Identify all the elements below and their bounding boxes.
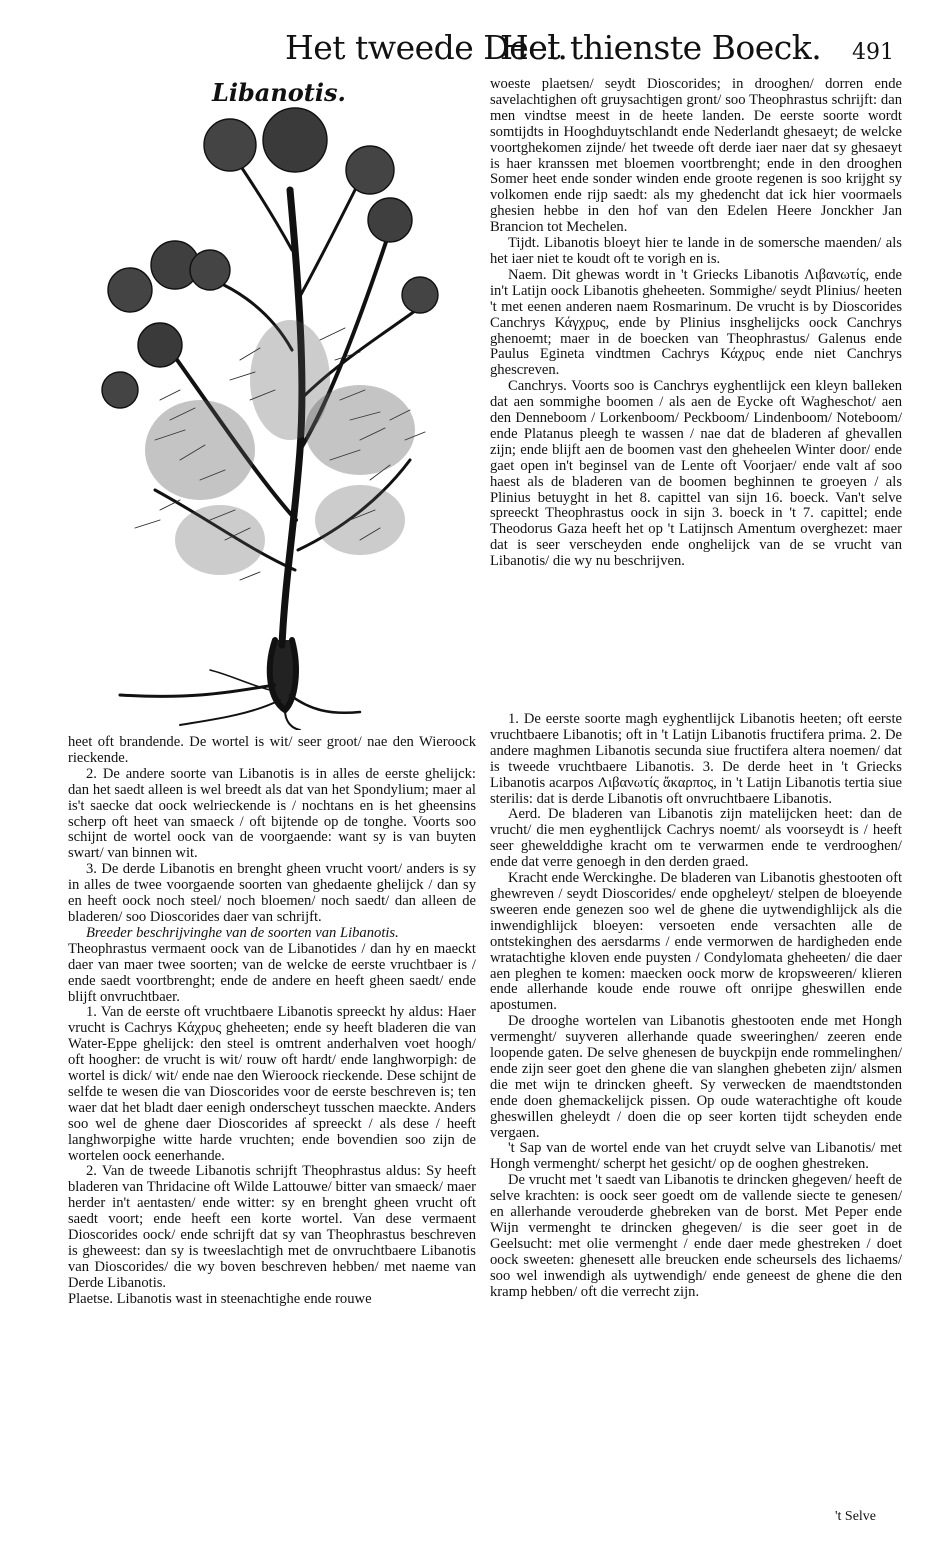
running-header — [0, 28, 950, 72]
paragraph: Aerd. De bladeren van Libanotis zijn matelijcken heet: dan de vrucht/ die men eyghentlijck Cachrys noemt/ als voorseydt is / heeft seer ghewelddighe kracht om te verwarmen ende te verdrooghen/ ende dat verre genoegh in den derden graed. — [490, 806, 902, 871]
page-number: 491 — [852, 40, 894, 65]
paragraph: Kracht ende Werckinghe. De bladeren van Libanotis ghestooten oft ghewreven / seydt Dioscorides/ ende opgheleyt/ stelpen de bloeyende sweeren ende genezen soo wel de ghene die uytwendighlijck als die inwendighlijck bloeyen: versoeten ende versachten alle de ontstekinghen des aersdarms / ende vermorwen de hardigheden ende wratachtighe kloven ende puysten / Condylomata gheheeten/ die daer aen pleghen te komen: maecken oock morw de kropsweeren/ klieren ende allerhande koude ende rouwe oft onrijpe gheswillen ende apostumen. — [490, 870, 902, 1014]
paragraph: Theophrastus vermaent oock van de Libanotides / dan hy en maeckt daer van maer twee soorten; van de welcke de eerste vruchtbaer is / ende saedt voortbrenght; ende de andere en heeft gheen saedt/ ende blijft onvruchtbaer. — [68, 940, 476, 1005]
paragraph: 2. Van de tweede Libanotis schrijft Theophrastus aldus: Sy heeft bladeren van Thridacine oft Wilde Lattouwe/ bitter van smaeck/ maer herder in't aentasten/ ende witter: sy en brenght gheen vrucht oft saedt voort; ende heeft een korte wortel. Van dese vermaent Dioscorides oock/ ende schrijft dat sy van Theophrastus beschreven is gheweest: dan sy is tweeslachtigh met de onvruchtbaere Libanotis van Dioscorides/ die wy boven beschreven hebben/ met naeme van Derde Libanotis. — [68, 1163, 476, 1291]
catchword: 't Selve — [835, 1509, 877, 1524]
paragraph: De drooghe wortelen van Libanotis ghestooten ende met Hongh vermenght/ suyveren allerhande quade sweeringhen/ zeeren ende loopende gaten. De selve ghenesen de buyckpijn ende rommelinghen/ ende zijn seer goet den ghene die van slanghen ghebeten zijn/ alsmen die met wijn te drincken gheeft. Sy verwecken de maendtstonden ende doen ghemackelijck pissen. Op oude waterachtighe oft koude gheswillen gheleydt / doen die op seer korten tijdt scheyden ende vergaen. — [490, 1013, 902, 1141]
paragraph: 1. Van de eerste oft vruchtbaere Libanotis spreeckt hy aldus: Haer vrucht is Cachrys Κάχρυς gheheeten; ende sy heeft bladeren die van Water-Eppe ghelijck: den steel is omtrent anderhalven voet hoogh/ oft hoogher: de vrucht is wit/ rouw oft hardt/ ende langhworpigh: de wortel is dick/ wit/ ende nae den Wieroock rieckende. Dese schijnt de selfde te wesen die van Dioscorides voor de eerste beschreven is; ten waer dat het bladt daer eenigh onderscheyt tusschen maeckte. Anders soo wel de ghene daer Dioscorides af spreeckt / als dese / heeft langhworpighe witte harde vruchten; ende bovendien soo zijn de wortelen oock eenerhande. — [68, 1004, 476, 1164]
paragraph: Canchrys. Voorts soo is Canchrys eyghentlijck een kleyn balleken dat aen sommighe boomen / als aen de Eycke oft Wagheschot/ aen den Denneboom / Lorkenboom/ Peckboom/ Lindenboom/ Noteboom/ ende Platanus pleegh te wassen / nae dat de bladeren af ghevallen zijn; ende blijft aen de boomen vast den gheheelen Winter door/ ende gaet open in't beginsel van de Lente oft Voorjaer/ ende valt af soo haest als de bladeren van de boomen beghinnen te groeyen / als Plinius betuyght in het 8. capittel van sijn 16. boeck. Van't selve spreeckt Theophrastus oock in sijn 3. boeck in 't 7. capittel; ende Theodorus Gaza heeft het op 't Latijnsch Amentum overghezet: maer dat is seer verscheyden ende onghelijck van de se vrucht van Libanotis/ die wy nu beschrijven. — [490, 378, 902, 570]
paragraph: 2. De andere soorte van Libanotis is in alles de eerste ghelijck: dan het saedt alleen is wel breedt als dat van het Spondylium; maer al is't saecke dat oock welrieckende is / nochtans en is het gheensins scherp oft heet van smaeck / oft bijtende op de tonghe. Voorts soo schijnt de wortel oock van de voorgaende: want sy is van buyten swart/ van binnen wit. — [68, 765, 476, 862]
paragraph: 't Sap van de wortel ende van het cruydt selve van Libanotis/ met Hongh vermenght/ scherpt het gesicht/ op de ooghen ghestreken. — [490, 1140, 902, 1173]
paragraph: heet oft brandende. De wortel is wit/ seer groot/ nae den Wieroock rieckende. — [68, 735, 476, 766]
header-part-title: Het tweede Deel. — [285, 28, 568, 67]
section-heading: Breeder beschrijvinghe van de soorten van Libanotis. — [86, 924, 399, 941]
paragraph: 3. De derde Libanotis en brenght gheen vrucht voort/ anders is sy in alles de twee voorgaende soorten van ghedaente ghelijck / dan sy en heeft oock noch steel/ noch bloemen/ noch saedt/ dan alleen de bladeren/ soo Dioscorides daer van schrijft. — [68, 861, 476, 925]
figure-title: Libanotis. — [212, 78, 346, 107]
header-book-title: Het thienste Boeck. — [500, 28, 822, 67]
text-column-right-bottom — [490, 712, 902, 1512]
plant-woodcut-illustration — [60, 100, 445, 730]
paragraph: 1. De eerste soorte magh eyghentlijck Libanotis heeten; oft eerste vruchtbaere Libanotis; oft in 't Latijn Libanotis fructifera prima. 2. De andere maghmen Libanotis secunda siue fructifera altera noemen/ dat is tweede vruchtbaere Libanotis. 3. De derde heet in 't Griecks Libanotis acarpos Λιβανωτίς ἄκαρπος, in 't Latijn Libanotis tertia siue sterilis: dat is derde Libanotis oft onvruchtbaere Libanotis. — [490, 712, 902, 807]
paragraph: woeste plaetsen/ seydt Dioscorides; in drooghen/ dorren ende savelachtighen oft gruysachtigen gront/ soo Theophrastus schrijft: dan men vindtse meest in de heete landen. De eerste soorte wordt somtijdts in Hooghduytschlandt ende Nederlandt ghesaeyt; de welcke voortghekomen zijnde/ het tweede oft derde iaer naer dat sy ghesaeyt is haer kranssen met bloemen voortbrenght; ende in den drooghen Somer heet ende sonder winden ende groote regenen is soo krijght sy volkomen ende rijp saedt: als my ghedencht dat ick hier voormaels ghesien hebbe in den hof van den Edelen Heere Jonckher Jan Brancion tot Mechelen. — [490, 77, 902, 236]
paragraph: Naem. Dit ghewas wordt in 't Griecks Libanotis Λιβανωτίς, ende in't Latijn oock Libanotis gheheeten. Sommighe/ seydt Plinius/ heeten 't met eenen anderen naem Rosmarinum. De vrucht is by Dioscorides Canchrys Κάγχρυς, ende by Plinius insghelijcks oock Canchrys ghenoemt; maer in de boecken van Theophrastus/ Galenus ende Paulus Egineta vindtmen Cachrys Κάχρυς ende niet Canchrys ghescreven. — [490, 266, 902, 379]
paragraph: De vrucht met 't saedt van Libanotis te drincken ghegeven/ heeft de selve krachten: is oock seer goedt om de vallende siecte te genesen/ en allerhande verouderde ghebreken van de borst. Met Peper ende Wijn vermenght te drincken ghegeven/ is die seer goet in de Geelsucht: met olie vermenght / ende daer mede ghestreken / doet oock sweeten: ghenesett alle breucken ende scheursels des lichaems/ soo wel inwendigh als uytwendigh/ ende geneest de ghene die den kramp hebben/ oft die verrecht zijn. — [490, 1172, 902, 1300]
paragraph: Plaetse. Libanotis wast in steenachtighe ende rouwe — [68, 1290, 372, 1307]
paragraph: Tijdt. Libanotis bloeyt hier te lande in de somersche maenden/ als het iaer niet te koudt oft te vorigh en is. — [490, 235, 902, 267]
text-column-right-top — [490, 77, 902, 737]
text-column-left — [68, 735, 476, 1495]
